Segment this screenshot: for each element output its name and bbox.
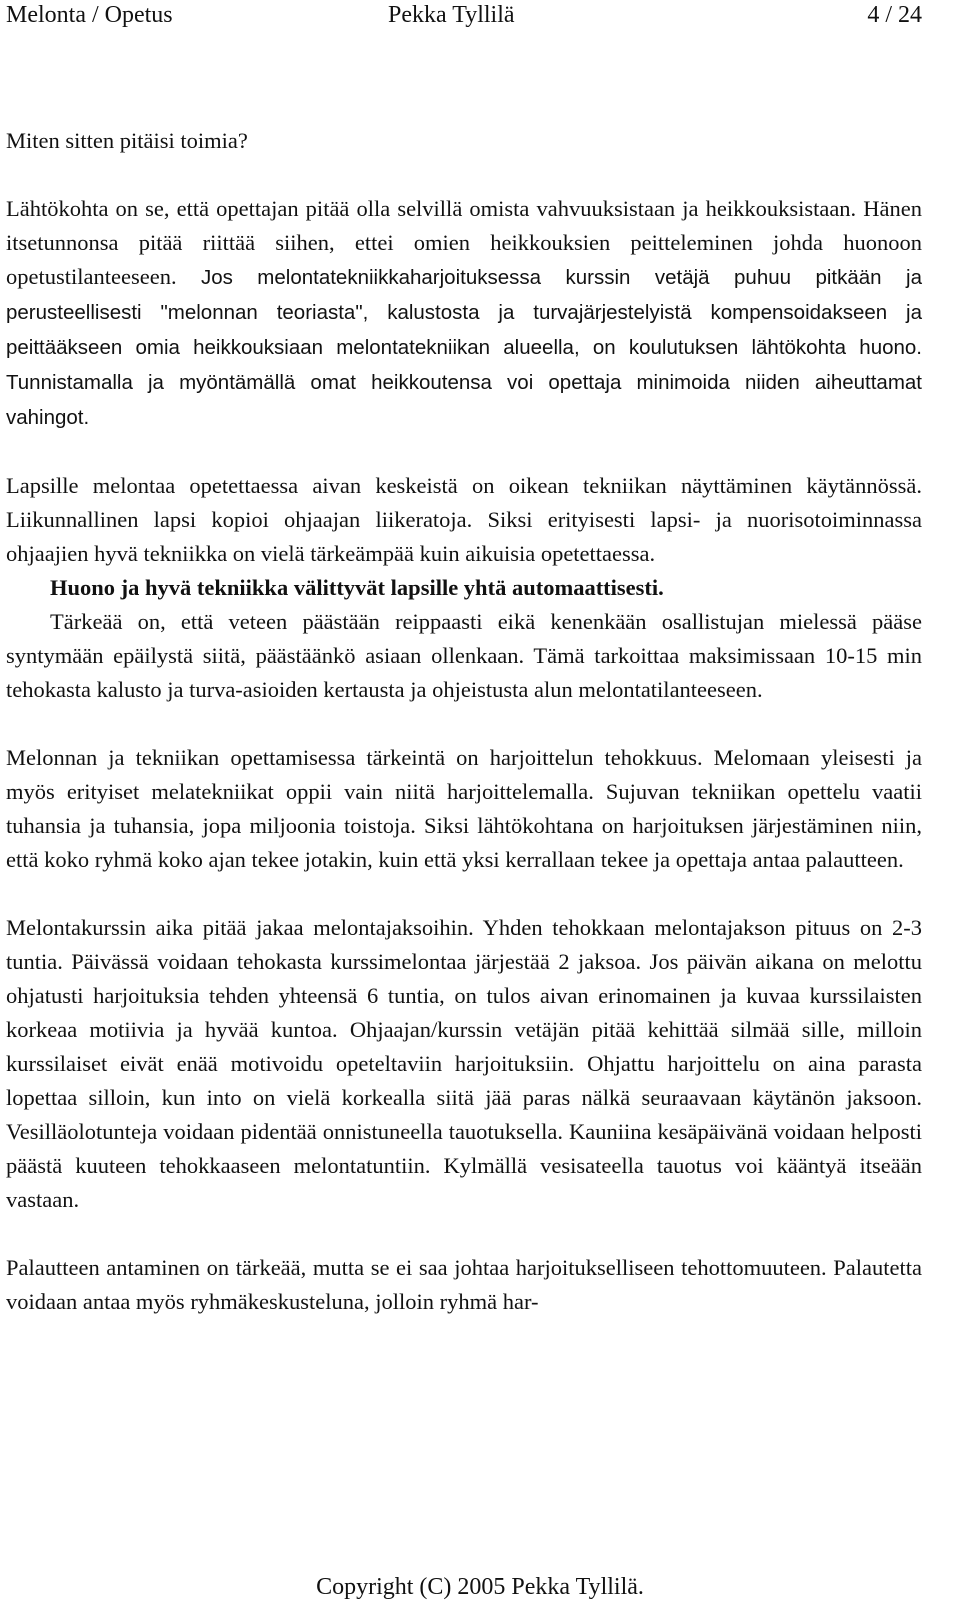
header-page-number: 4 / 24 — [867, 2, 922, 28]
paragraph-5: Melontakurssin aika pitää jakaa melontajaksoihin. Yhden tehokkaan melontajakson pituus on 2-3 tuntia. Päivässä voidaan tehokasta kurssimelontaa järjestää 2 jaksoa. Jos päivän aikana on melottu ohjatusti harjoituksia tehden yhteensä 6 tuntia, on tulos aivan erinomainen ja kuvaa kurssilaisten korkeaa motiivia ja hyvää kuntoa. Ohjaajan/kurssin vetäjän pitää kehittää silmää sille, milloin kurssilaiset eivät enää motivoidu opeteltaviin harjoituksiin. Ohjattu harjoittelu on aina parasta lopettaa silloin, kun into on vielä korkealla siitä jää paras nälkä seuraavaan käytänön jaksoon. Vesilläolotunteja voidaan pidentää onnistuneella tauotuksella. Kauniina kesäpäivänä voidaan helposti päästä kuuteen tehokkaaseen melontatuntiin. Kylmällä vesisateella tauotus voi kääntyä itseään vastaan. — [6, 915, 922, 1212]
paragraph-2-emphasis: Huono ja hyvä tekniikka välittyvät lapsille yhtä automaattisesti. — [50, 575, 664, 600]
paragraph-1-serif-text: Lähtökohta on se, että opettajan pitää olla selvillä omista vahvuuksistaan ja heikkouksistaan. Hänen itsetunnonsa pitää riittää siihen, ettei omien heikkouksien peitteleminen johda huonoon opetustilanteeseen. — [6, 196, 922, 289]
document-body — [6, 124, 922, 1319]
paragraph-2: Lapsille melontaa opetettaessa aivan keskeistä on oikean tekniikan näyttäminen käytännössä. Liikunnallinen lapsi kopioi ohjaajan liikeratoja. Siksi erityisesti lapsi- ja nuorisotoiminnassa ohjaajien hyvä tekniikka on vielä tärkeämpää kuin aikuisia opetettaessa. — [6, 473, 922, 566]
paragraph-3: Tärkeää on, että veteen päästään reippaasti eikä kenenkään osallistujan mielessä pääse syntymään epäilystä siitä, päästäänkö asiaan ollenkaan. Tämä tarkoittaa maksimissaan 10-15 min tehokasta kalusto ja turva-asioiden kertausta ja ohjeistusta alun melontatilanteeseen. — [6, 609, 922, 702]
page-header — [6, 0, 922, 34]
paragraph-4: Melonnan ja tekniikan opettamisessa tärkeintä on harjoittelun tehokkuus. Melomaan yleisesti ja myös erityiset melatekniikat oppii vain niitä harjoittelemalla. Sujuvan tekniikan opettelu vaatii tuhansia ja tuhansia, jopa miljoonia toistoja. Siksi lähtökohtana on harjoituksen järjestäminen niin, että koko ryhmä koko ajan tekee jotakin, kuin että yksi kerrallaan tekee ja opettaja antaa palautteen. — [6, 745, 922, 872]
header-section-title: Melonta / Opetus — [6, 2, 173, 28]
copyright-notice: Copyright (C) 2005 Pekka Tyllilä. — [316, 1574, 644, 1600]
paragraph-1 — [6, 192, 922, 435]
header-author: Pekka Tyllilä — [388, 2, 515, 28]
section-heading: Miten sitten pitäisi toimia? — [6, 128, 248, 153]
page-footer — [0, 1572, 960, 1602]
paragraph-6: Palautteen antaminen on tärkeää, mutta se ei saa johtaa harjoitukselliseen tehottomuuteen. Palautetta voidaan antaa myös ryhmäkeskusteluna, jolloin ryhmä har- — [6, 1255, 922, 1314]
paragraph-1-sans-text: Jos melontatekniikkaharjoituksessa kurssin vetäjä puhuu pitkään ja perusteellisesti "melonnan teoriasta", kalustosta ja turvajärjestelyistä kompensoidakseen ja peittääkseen omia heikkouksiaan melontatekniikan alueella, on koulutuksen lähtökohta huono. Tunnistamalla ja myöntämällä omat heikkoutensa voi opettaja minimoida niiden aiheuttamat vahingot. — [6, 266, 922, 429]
